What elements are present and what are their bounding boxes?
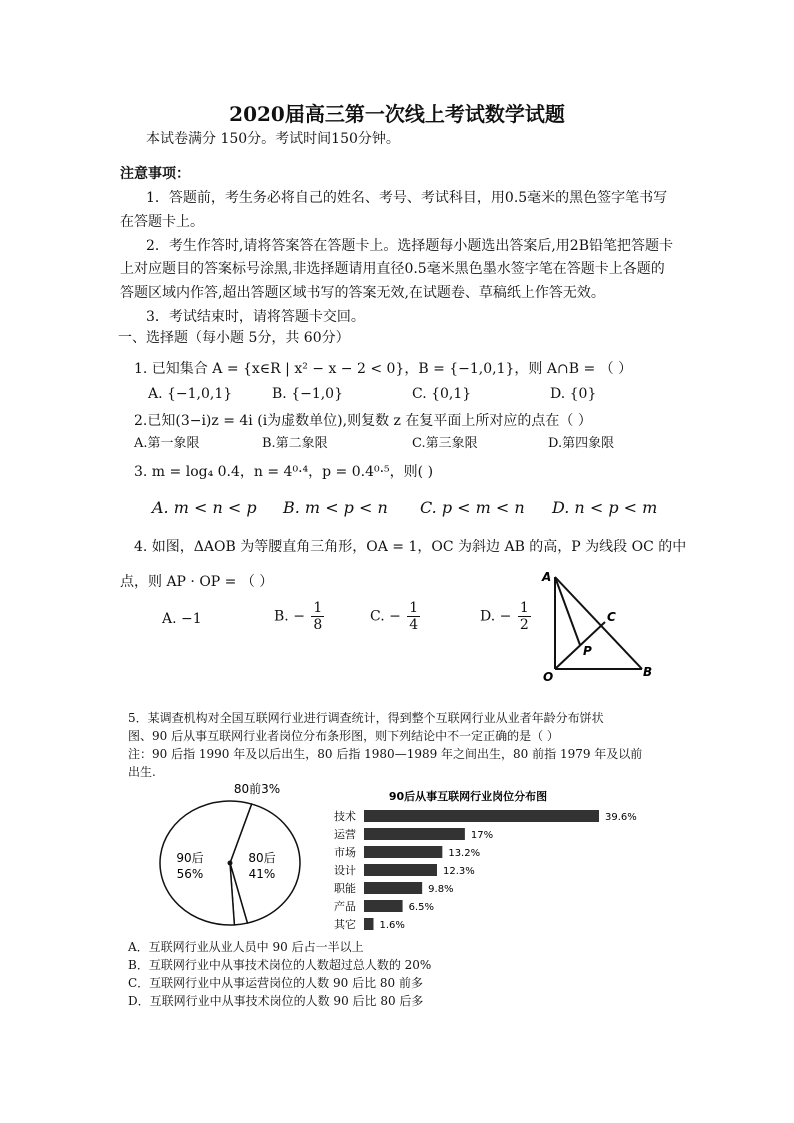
q4-option-b-denominator: 8 [313,617,323,633]
fig-label-p: P [583,644,592,658]
q3-stem: 3. m = log₄ 0.4，n = 4⁰·⁴，p = 0.4⁰·⁵，则( ) [134,464,434,480]
age-pie-chart [150,780,310,940]
bar-value-label: 6.5% [408,902,434,913]
bar-value-label: 9.8% [428,884,454,895]
bar-4 [364,882,422,894]
bar-2 [364,846,442,858]
q4-option-c-denominator: 4 [409,617,419,633]
q4-stem-line-2: 点，则 AP · OP = （ ） [120,574,274,590]
q5-stem-line-1: 5．某调查机构对全国互联网行业进行调查统计，得到整个互联网行业从业者年龄分布饼状 [128,711,604,725]
q3-option-c: C. p < m < n [420,498,525,517]
bar-value-label: 39.6% [605,812,637,823]
bar-category-label: 其它 [334,918,356,931]
page-title: 2020届高三第一次线上考试数学试题 [229,102,565,126]
q3-option-a: A. m < n < p [152,498,257,517]
pie-value-80: 41% [248,867,276,881]
section-heading: 一、选择题（每小题 5分，共 60分） [118,330,350,346]
q4-option-d [480,600,531,633]
fig-label-b: B [643,665,653,679]
q1-option-b: B. {−1,0} [272,386,343,402]
note-2-line-1: 2．考生作答时,请将答案答在答题卡上。选择题每小题选出答案后,用2B铅笔把答题卡 [146,238,674,254]
pie-label-80: 80后 [248,851,276,865]
q4-option-d-prefix: D. − [480,608,512,625]
q1-option-a: A. {−1,0,1} [148,386,233,402]
q5-stem-line-2: 图、90 后从事互联网行业者岗位分布条形图，则下列结论中不一定正确的是（ ） [128,729,559,743]
q4-option-b-numerator: 1 [313,600,323,616]
bar-category-label: 设计 [334,864,356,877]
exam-info: 本试卷满分 150分。考试时间150分钟。 [146,131,400,147]
bar-value-label: 13.2% [448,848,481,859]
q5-option-b: B．互联网行业中从事技术岗位的人数超过总人数的 20% [128,958,432,972]
bar-category-label: 技术 [334,810,356,823]
pie-label-pre80: 80前3% [233,782,281,796]
q1-stem: 1. 已知集合 A = {x∈R | x² − x − 2 < 0}，B = {−1,0,1}，则 A∩B = （ ） [134,361,633,377]
bar-6 [364,918,373,930]
bar-value-label: 1.6% [379,920,405,931]
q2-option-d: D.第四象限 [548,436,615,451]
q4-option-c-numerator: 1 [409,600,419,616]
q4-option-c [370,600,420,633]
note-1-line-1: 1．答题前，考生务必将自己的姓名、考号、考试科目，用0.5毫米的黑色签字笔书写 [146,190,668,206]
notes-heading: 注意事项： [120,166,190,182]
bar-5 [364,900,403,912]
q5-option-a: A．互联网行业从业人员中 90 后占一半以上 [128,940,364,954]
q1-option-c: C. {0,1} [412,386,472,402]
note-2-line-3: 答题区域内作答,超出答题区域书写的答案无效,在试题卷、草稿纸上作答无效。 [120,285,605,301]
q4-stem-line-1: 4. 如图，ΔAOB 为等腰直角三角形，OA = 1，OC 为斜边 AB 的高，P 为线段 OC 的中 [134,539,687,555]
pie-label-90: 90后 [176,851,204,865]
job-bar-chart [318,786,678,938]
bar-3 [364,864,437,876]
q2-option-a: A.第一象限 [134,436,200,451]
pie-value-90: 56% [176,867,204,881]
bar-1 [364,828,465,840]
bar-chart-title: 90后从事互联网行业岗位分布图 [388,790,548,803]
q4-option-d-denominator: 2 [519,617,529,633]
note-1-line-2: 在答题卡上。 [120,214,204,230]
q4-option-c-prefix: C. − [370,608,401,625]
fig-label-c: C [607,610,616,624]
bar-value-label: 12.3% [442,866,475,877]
q2-option-c: C.第三象限 [412,436,478,451]
q5-option-d: D．互联网行业中从事技术岗位的人数 90 后比 80 后多 [128,994,424,1008]
q1-option-d: D. {0} [550,386,597,402]
q5-note-line-2: 出生. [128,765,156,779]
bar-value-label: 17% [470,830,494,841]
q4-option-d-numerator: 1 [519,600,529,616]
q3-option-b: B. m < p < n [283,498,388,517]
q5-option-c: C．互联网行业中从事运营岗位的人数 90 后比 80 前多 [128,976,423,990]
bar-0 [364,810,599,822]
bar-category-label: 市场 [334,846,356,859]
pie-center [228,861,233,866]
bar-category-label: 职能 [334,882,356,895]
q4-option-a: A. −1 [162,611,202,627]
bar-category-label: 产品 [334,900,356,913]
bar-category-label: 运营 [334,828,356,841]
q2-stem: 2.已知(3−i)z = 4i (i为虚数单位),则复数 z 在复平面上所对应的点在（ ） [134,413,592,429]
q2-option-b: B.第二象限 [262,436,328,451]
q3-option-d: D. n < p < m [552,498,658,517]
q4-option-b-prefix: B. − [274,608,305,625]
q5-note-line-1: 注：90 后指 1990 年及以后出生，80 后指 1980—1989 年之间出生，80 前指 1979 年及以前 [128,747,643,761]
note-3: 3．考试结束时，请将答题卡交回。 [146,309,365,325]
q4-option-b [274,600,324,633]
triangle-figure [535,565,665,685]
note-2-line-2: 上对应题目的答案标号涂黑,非选择题请用直径0.5毫米黑色墨水签字笔在答题卡上各题的 [120,261,665,277]
fig-label-o: O [543,670,554,684]
fig-label-a: A [542,570,552,584]
